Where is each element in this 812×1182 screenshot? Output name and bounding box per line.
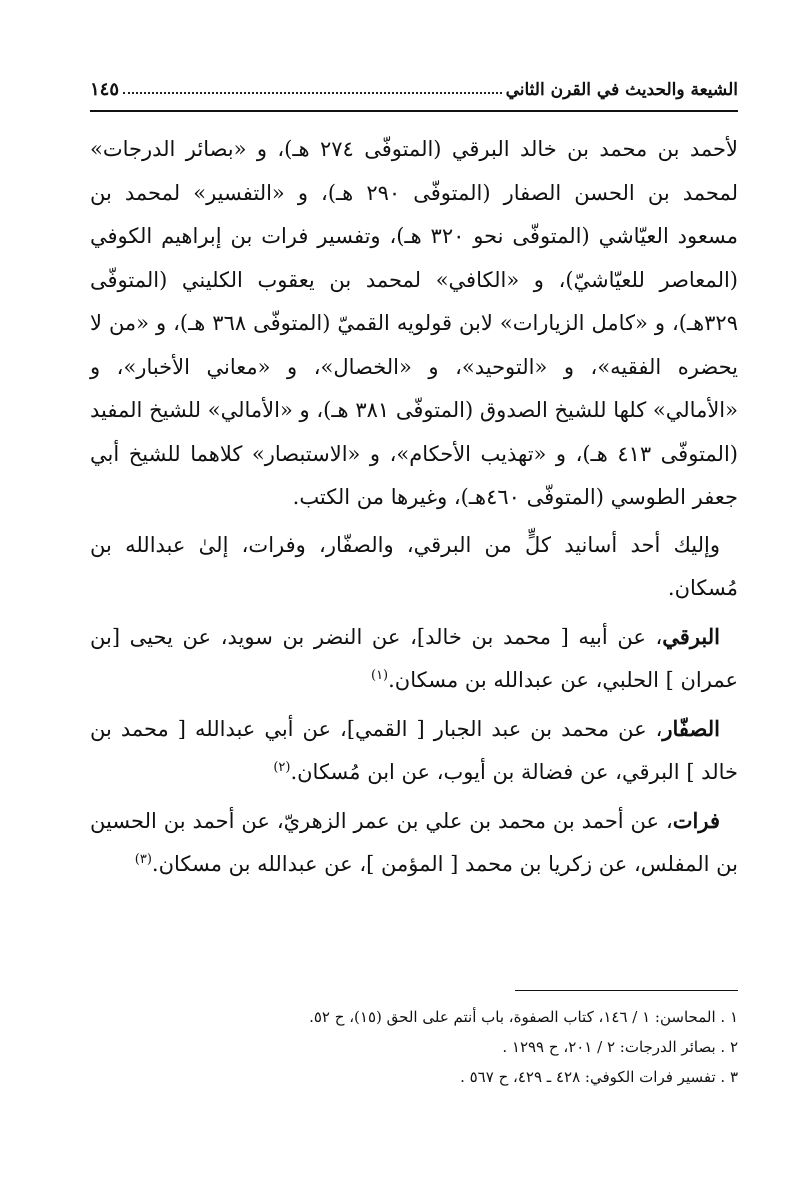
narrator-name-saffar: الصفّار xyxy=(662,715,720,741)
paragraph-saffar-chain xyxy=(90,707,738,795)
chain-text-furat: ، عن أحمد بن محمد بن علي بن عمر الزهريّ، عن أحمد بن الحسين بن المفلس، عن زكريا بن محمد [ المؤمن ]، عن عبدالله بن مسكان. xyxy=(90,808,738,876)
chain-text-saffar: ، عن محمد بن عبد الجبار [ القمي]، عن أبي عبدالله [ محمد بن خالد ] البرقي، عن فضالة بن أيوب، عن ابن مُسكان. xyxy=(90,716,738,784)
narrator-name-barqi: البرقي xyxy=(662,623,720,649)
header-leader-dots xyxy=(123,91,502,94)
page-header xyxy=(90,70,738,100)
book-page xyxy=(90,70,739,1086)
paragraph-furat-chain xyxy=(90,799,738,887)
footnote-separator xyxy=(515,990,738,991)
footnote-ref-2[interactable]: (٢) xyxy=(273,760,291,775)
narrator-name-furat: فرات xyxy=(672,807,720,833)
header-rule xyxy=(90,110,738,112)
paragraph-book-list: لأحمد بن محمد بن خالد البرقي (المتوفّى ٢٧٤ هـ)، و «بصائر الدرجات» لمحمد بن الحسن الصفار (المتوفّى ٢٩٠ هـ)، و «التفسير» لمحمد بن مسعود العيّاشي (المتوفّى نحو ٣٢٠ هـ)، وتفسير فرات بن إبراهيم الكوفي (المعاصر للعيّاشيّ)، و «الكافي» لمحمد بن يعقوب الكليني (المتوفّى ٣٢٩هـ)، و «كامل الزيارات» لابن قولويه القميّ (المتوفّى ٣٦٨ هـ)، و «من لا يحضره الفقيه»، و «التوحيد»، و «الخصال»، و «معاني الأخبار»، و «الأمالي» كلها للشيخ الصدوق (المتوفّى ٣٨١ هـ)، و «الأمالي» للشيخ المفيد (المتوفّى ٤١٣ هـ)، و «تهذيب الأحكام»، و «الاستبصار» كلاهما للشيخ أبي جعفر الطوسي (المتوفّى ٤٦٠هـ)، وغيرها من الكتب. xyxy=(90,137,739,509)
footnotes xyxy=(90,1002,738,1092)
chain-text-barqi: ، عن أبيه [ محمد بن خالد]، عن النضر بن سويد، عن يحيى [بن عمران ] الحلبي، عن عبدالله بن مسكان. xyxy=(90,624,738,692)
footnote-1: ١ . المحاسن: ١ / ١٤٦، كتاب الصفوة، باب أنتم على الحق (١٥)، ح ٥٢. xyxy=(309,1008,738,1026)
footnote-3: ٣ . تفسير فرات الكوفي: ٤٢٨ ـ ٤٢٩، ح ٥٦٧ . xyxy=(460,1068,738,1086)
footnote-2: ٢ . بصائر الدرجات: ٢ / ٢٠١، ح ١٢٩٩ . xyxy=(502,1038,738,1056)
footnote-ref-3[interactable]: (٣) xyxy=(134,852,152,867)
footnote-ref-1[interactable]: (١) xyxy=(370,668,389,683)
paragraph-intro: وإليك أحد أسانيد كلٍّ من البرقي، والصفّار، وفرات، إلىٰ عبدالله بن مُسكان. xyxy=(90,532,738,600)
body-text xyxy=(90,128,738,887)
page-number: ١٤٥ xyxy=(90,79,120,100)
paragraph-barqi-chain xyxy=(90,615,738,703)
running-title: الشيعة والحديث في القرن الثاني xyxy=(505,80,738,100)
